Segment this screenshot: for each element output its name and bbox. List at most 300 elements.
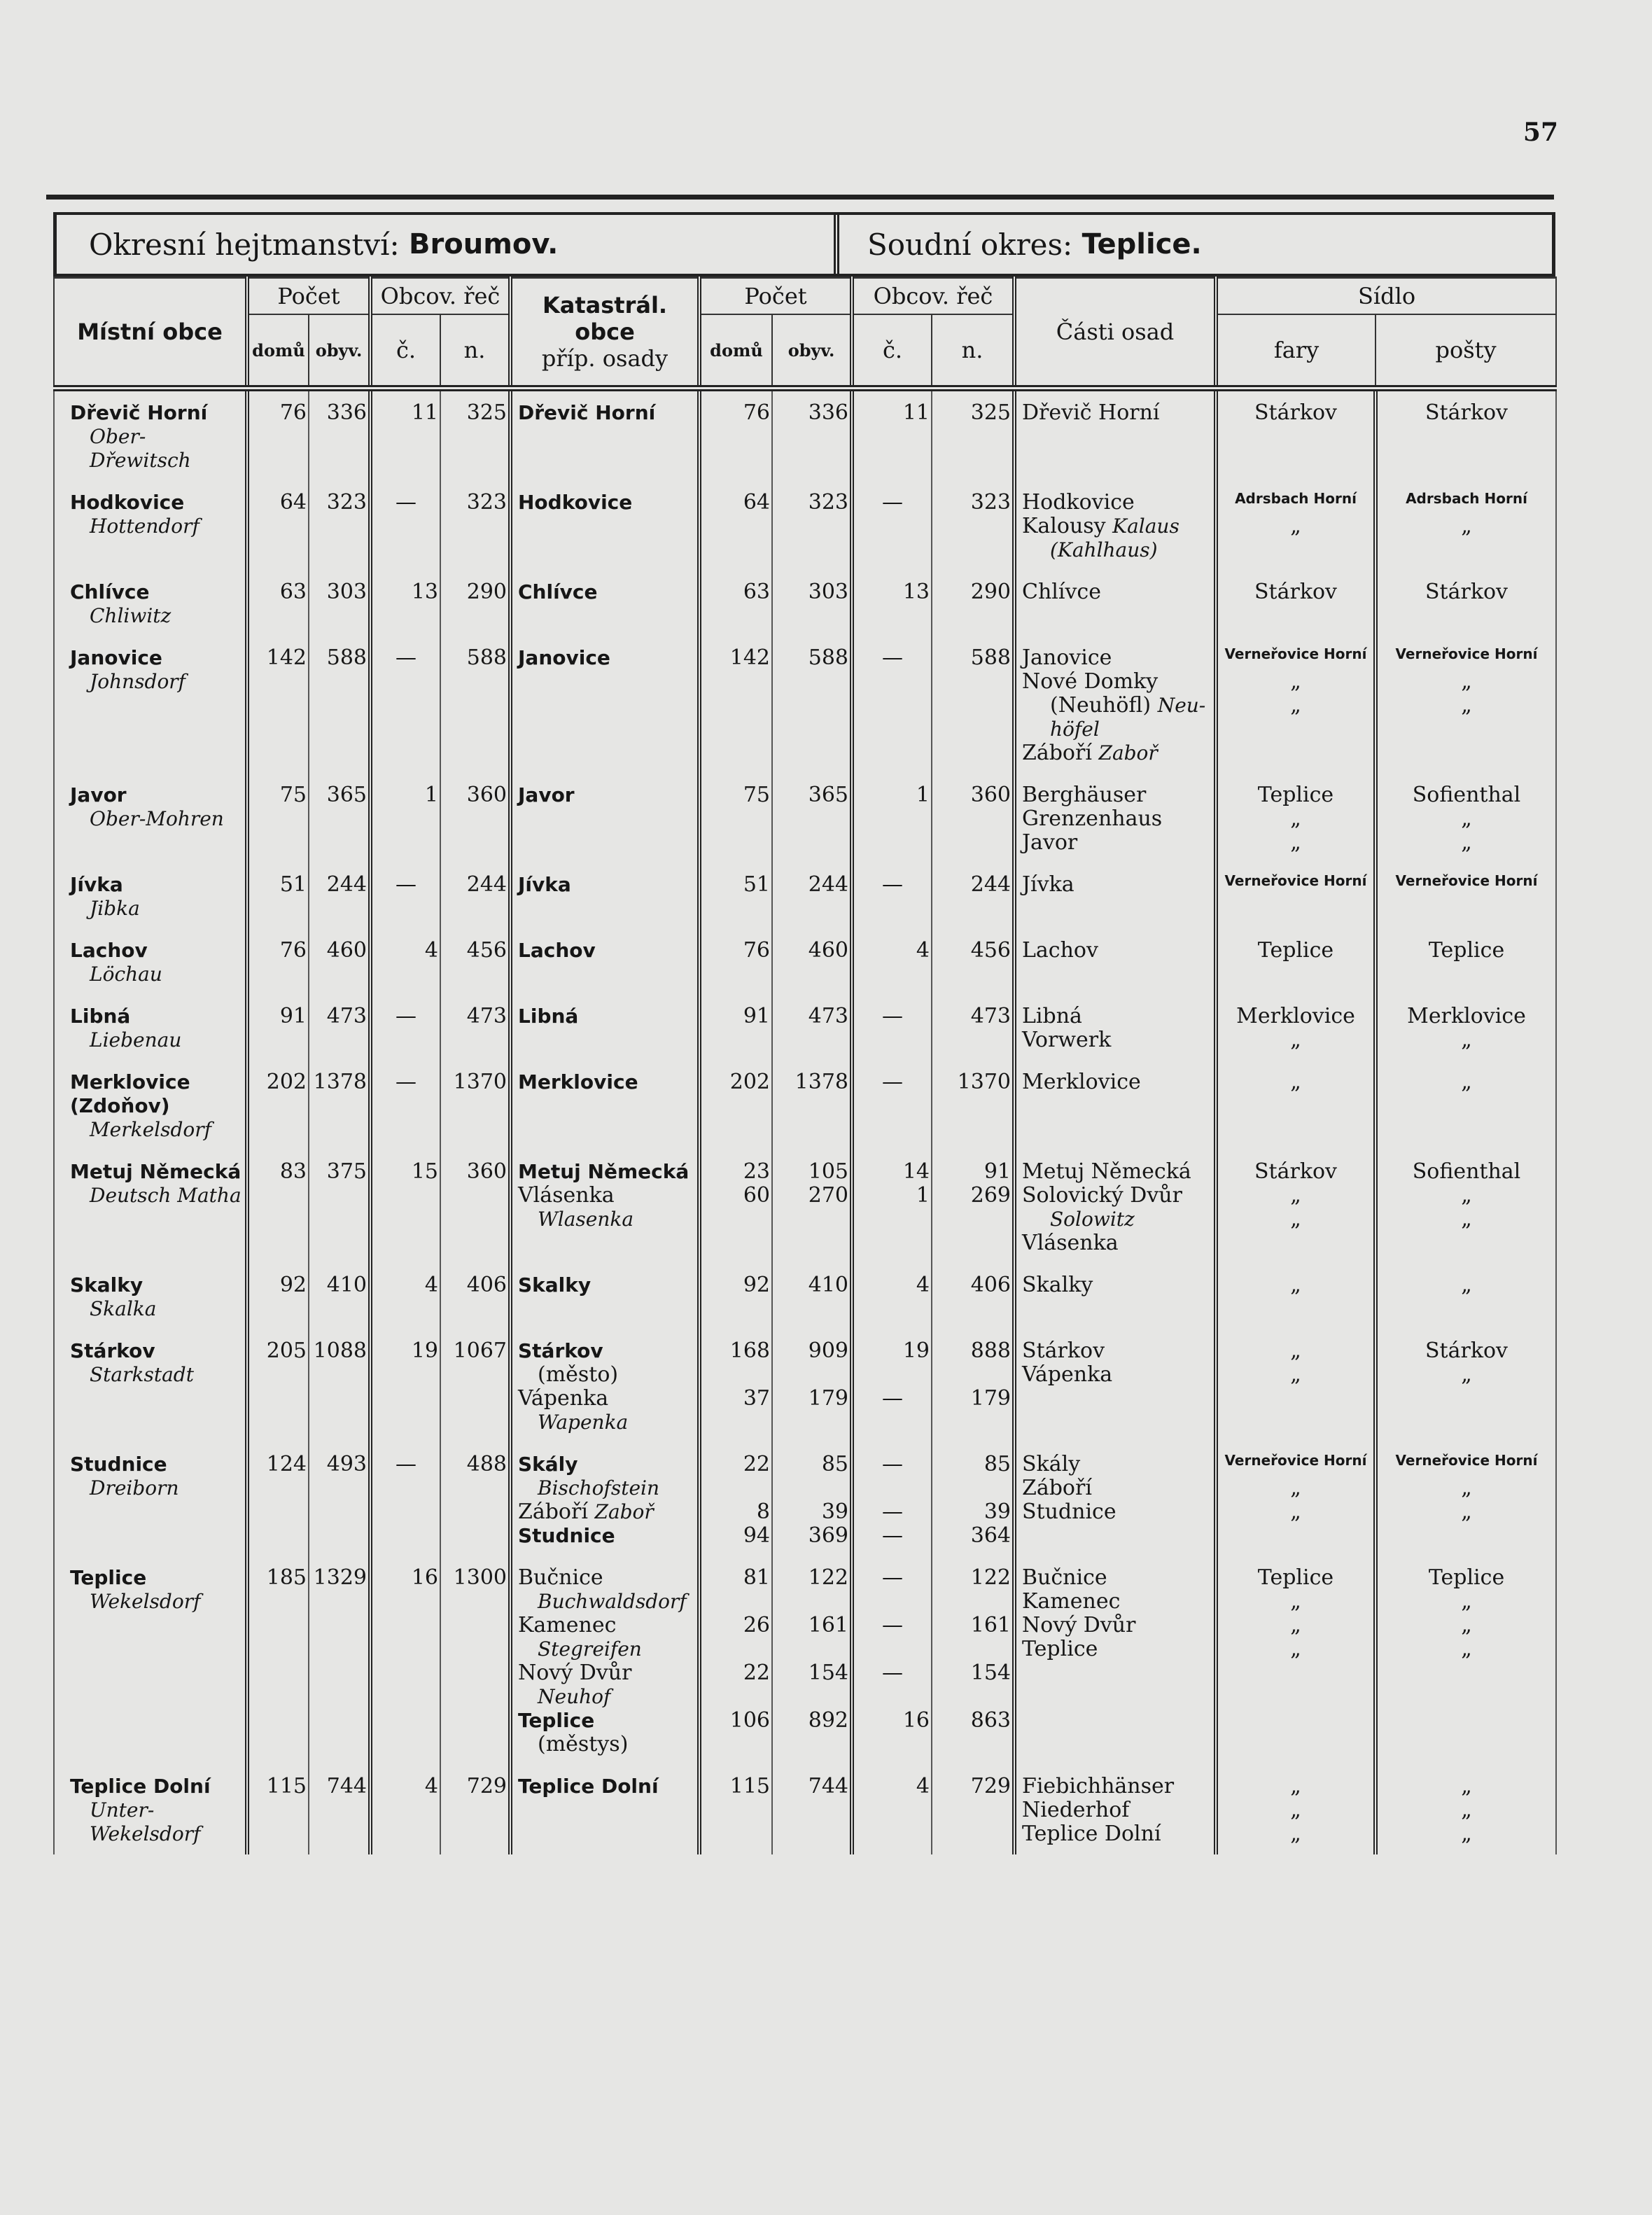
- cast-name: Dřevič Horní: [1022, 400, 1160, 425]
- cell-posty: [1376, 571, 1556, 636]
- cell-n: [440, 481, 510, 571]
- cell-kat-domu: [699, 863, 772, 929]
- cell-kat-n: [932, 1061, 1014, 1150]
- kat-value-domu: 8: [756, 1500, 770, 1524]
- cell-n: [440, 1329, 510, 1443]
- cell-katastral: [510, 1150, 699, 1264]
- sidlo-fary: „: [1290, 1070, 1301, 1094]
- cell-obec: [54, 1061, 247, 1150]
- katastral-name: Skály: [518, 1453, 578, 1476]
- kat-value-n: 406: [970, 1273, 1011, 1297]
- katastral-german-name: Buchwaldsdorf: [538, 1590, 687, 1613]
- sidlo-posty: Stárkov: [1424, 1339, 1508, 1363]
- cell-katastral: [510, 774, 699, 863]
- katastral-name: Nový Dvůr: [518, 1661, 632, 1685]
- value-domu: 51: [279, 872, 307, 897]
- value-obyv: 588: [326, 645, 367, 670]
- value-c: —: [396, 872, 416, 897]
- value-domu: 92: [279, 1273, 307, 1297]
- cast-osady: [1022, 1208, 1214, 1231]
- cast-name: Berghäuser: [1022, 783, 1147, 807]
- cell-katastral: [510, 481, 699, 571]
- katastral-line: [518, 491, 697, 515]
- kat-value-n: 456: [970, 938, 1011, 963]
- obec-german-name: Löchau: [90, 963, 162, 986]
- cast-osady: [1022, 939, 1214, 963]
- value-c: 19: [411, 1339, 438, 1363]
- sidlo-fary: „: [1290, 1637, 1301, 1661]
- obec-name: Libná: [70, 1005, 131, 1028]
- spacer: [701, 1476, 770, 1500]
- sidlo-fary: Verneřovice Horní: [1224, 645, 1367, 662]
- col-katastral-line2: příp. osady: [541, 345, 668, 372]
- cell-kat-c: [852, 571, 932, 636]
- cell-fary: [1216, 1765, 1376, 1854]
- cell-casti-osad: [1014, 1443, 1216, 1556]
- kat-value-obyv: 1378: [794, 1070, 848, 1094]
- cast-name: Libná: [1022, 1004, 1082, 1028]
- cell-kat-domu: [699, 1443, 772, 1556]
- katastral-line: [518, 1184, 697, 1208]
- col-c-2: č.: [852, 314, 932, 389]
- kat-value-n: 91: [983, 1159, 1011, 1184]
- value-n: 456: [466, 938, 507, 963]
- cast-osady: [1022, 1184, 1214, 1208]
- obec-extra: (Zdoňov): [70, 1094, 170, 1117]
- kat-value-c: —: [882, 1523, 903, 1548]
- cell-obyv: [309, 571, 370, 636]
- cell-obec: [54, 1150, 247, 1264]
- value-n: 729: [466, 1774, 507, 1798]
- col-obcov-rec-2: Obcov. řeč: [852, 278, 1014, 315]
- value-n: 325: [466, 400, 507, 425]
- cast-osady: [1022, 538, 1214, 562]
- sidlo-fary: „: [1290, 1774, 1301, 1798]
- spacer: [932, 1590, 1011, 1614]
- cell-obyv: [309, 1765, 370, 1854]
- cell-c: [370, 1765, 440, 1854]
- cell-kat-n: [932, 774, 1014, 863]
- value-obyv: 744: [326, 1774, 367, 1798]
- kat-value-obyv: 473: [808, 1004, 848, 1028]
- cell-obec: [54, 571, 247, 636]
- cast-osady: [1022, 646, 1214, 670]
- value-n: 473: [466, 1004, 507, 1028]
- col-katastral: [510, 278, 699, 389]
- cell-kat-c: [852, 1329, 932, 1443]
- district-label: Okresní hejtmanství:: [89, 227, 400, 262]
- cell-domu: [247, 1150, 309, 1264]
- cell-katastral: [510, 1329, 699, 1443]
- kat-value-domu: 92: [743, 1273, 770, 1297]
- kat-value-obyv: 179: [808, 1386, 848, 1411]
- court-label: Soudní okres:: [867, 227, 1073, 262]
- cast-name: Skály: [1022, 1452, 1081, 1476]
- katastral-line: [518, 1709, 697, 1733]
- cast-osady: [1022, 783, 1214, 807]
- spacer: [932, 1733, 1011, 1756]
- obec-german-name: Jibka: [90, 897, 140, 920]
- cell-kat-n: [932, 1556, 1014, 1765]
- value-n: 360: [466, 783, 507, 807]
- obec-german-name: Johnsdorf: [90, 670, 186, 693]
- cell-fary: [1216, 929, 1376, 995]
- cell-kat-c: [852, 1556, 932, 1765]
- kat-value-obyv: 323: [808, 490, 848, 515]
- obec-name: Chlívce: [70, 580, 150, 603]
- kat-value-domu: 26: [743, 1613, 770, 1637]
- cell-n: [440, 995, 510, 1061]
- katastral-line: [518, 1005, 697, 1028]
- value-obyv: 473: [326, 1004, 367, 1028]
- cell-obyv: [309, 636, 370, 774]
- cell-kat-n: [932, 1329, 1014, 1443]
- kat-value-obyv: 122: [808, 1565, 848, 1590]
- cell-kat-c: [852, 929, 932, 995]
- cell-fary: [1216, 995, 1376, 1061]
- col-katastral-line1: Katastrál. obce: [542, 292, 668, 345]
- cast-osady: [1022, 1500, 1214, 1524]
- table-row: [54, 1329, 1556, 1443]
- kat-value-c: 16: [902, 1708, 930, 1733]
- value-n: 488: [466, 1452, 507, 1476]
- sidlo-fary: „: [1290, 1476, 1301, 1500]
- value-obyv: 410: [326, 1273, 367, 1297]
- kat-value-domu: 51: [743, 872, 770, 897]
- cell-kat-domu: [699, 481, 772, 571]
- value-c: 4: [424, 938, 438, 963]
- kat-value-obyv: 909: [808, 1339, 848, 1363]
- cell-obec: [54, 481, 247, 571]
- katastral-name: Záboří: [518, 1500, 588, 1524]
- kat-value-n: 360: [970, 783, 1011, 807]
- value-domu: 76: [279, 400, 307, 425]
- cell-kat-obyv: [772, 1329, 852, 1443]
- table-row: [54, 1765, 1556, 1854]
- cast-name: Chlívce: [1022, 580, 1101, 604]
- katastral-line: [518, 646, 697, 670]
- value-obyv: 1378: [313, 1070, 367, 1094]
- sidlo-fary: „: [1290, 1207, 1301, 1231]
- kat-value-n: 863: [970, 1708, 1011, 1733]
- value-obyv: 336: [326, 400, 367, 425]
- cell-c: [370, 1061, 440, 1150]
- cell-fary: [1216, 636, 1376, 774]
- katastral-german-name: Bischofstein: [538, 1476, 660, 1500]
- cell-kat-domu: [699, 1264, 772, 1329]
- col-obcov-rec: Obcov. řeč: [370, 278, 510, 315]
- spacer: [854, 1590, 931, 1614]
- cell-obec: [54, 774, 247, 863]
- cell-fary: [1216, 1061, 1376, 1150]
- table-row: [54, 1556, 1556, 1765]
- cell-obyv: [309, 774, 370, 863]
- cast-osady: [1022, 807, 1214, 831]
- value-domu: 185: [266, 1565, 307, 1590]
- kat-value-n: 122: [970, 1565, 1011, 1590]
- katastral-german-name: Zaboř: [594, 1500, 654, 1523]
- kat-value-domu: 115: [729, 1774, 770, 1798]
- cell-kat-n: [932, 863, 1014, 929]
- value-domu: 75: [279, 783, 307, 807]
- cast-osady: [1022, 1273, 1214, 1297]
- cast-name: (Neuhöfl): [1050, 693, 1152, 718]
- cell-kat-obyv: [772, 571, 852, 636]
- cell-kat-obyv: [772, 863, 852, 929]
- cell-kat-obyv: [772, 1150, 852, 1264]
- kat-value-obyv: 85: [821, 1452, 848, 1476]
- cell-casti-osad: [1014, 995, 1216, 1061]
- value-c: —: [396, 490, 416, 515]
- cast-name: Vlásenka: [1022, 1231, 1119, 1255]
- katastral-name: Dřevič Horní: [518, 401, 656, 424]
- kat-value-n: 85: [983, 1452, 1011, 1476]
- kat-value-obyv: 336: [808, 400, 848, 425]
- cell-c: [370, 929, 440, 995]
- katastral-name: Libná: [518, 1005, 579, 1028]
- cast-name: Vorwerk: [1022, 1028, 1112, 1052]
- cell-c: [370, 1443, 440, 1556]
- cell-katastral: [510, 1264, 699, 1329]
- kat-value-obyv: 270: [808, 1183, 848, 1208]
- cell-kat-obyv: [772, 929, 852, 995]
- kat-value-domu: 94: [743, 1523, 770, 1548]
- cell-kat-domu: [699, 1329, 772, 1443]
- cell-katastral: [510, 995, 699, 1061]
- obec-german-name: Ober-Mohren: [90, 807, 224, 830]
- cell-obyv: [309, 1329, 370, 1443]
- kat-value-n: 323: [970, 490, 1011, 515]
- cell-kat-obyv: [772, 774, 852, 863]
- katastral-name: Metuj Německá: [518, 1160, 690, 1183]
- cell-kat-obyv: [772, 636, 852, 774]
- cell-obec: [54, 995, 247, 1061]
- cell-fary: [1216, 1264, 1376, 1329]
- cell-posty: [1376, 863, 1556, 929]
- cell-n: [440, 1150, 510, 1264]
- cast-osady: [1022, 831, 1214, 855]
- cell-fary: [1216, 1443, 1376, 1556]
- spacer: [701, 1637, 770, 1661]
- katastral-name: Bučnice: [518, 1565, 603, 1590]
- obec-german-name: Skalka: [90, 1297, 157, 1320]
- table-row: [54, 1150, 1556, 1264]
- cell-domu: [247, 481, 309, 571]
- cell-domu: [247, 389, 309, 482]
- cell-obyv: [309, 863, 370, 929]
- cast-german-name: Kalaus: [1112, 515, 1180, 538]
- cell-katastral: [510, 929, 699, 995]
- cast-osady: [1022, 1231, 1214, 1255]
- cell-kat-domu: [699, 1556, 772, 1765]
- kat-value-c: —: [882, 1500, 903, 1524]
- obec-name: Hodkovice: [70, 491, 185, 514]
- cell-casti-osad: [1014, 929, 1216, 995]
- cell-domu: [247, 1556, 309, 1765]
- value-n: 290: [466, 580, 507, 604]
- spacer: [773, 1363, 848, 1387]
- sidlo-fary: Stárkov: [1254, 400, 1338, 425]
- value-domu: 91: [279, 1004, 307, 1028]
- katastral-line: [518, 783, 697, 807]
- cell-n: [440, 1264, 510, 1329]
- cell-obyv: [309, 1150, 370, 1264]
- cell-c: [370, 1556, 440, 1765]
- cell-fary: [1216, 863, 1376, 929]
- kat-value-c: 13: [902, 580, 930, 604]
- cast-name: Bučnice: [1022, 1565, 1107, 1590]
- table-row: [54, 389, 1556, 482]
- cell-kat-obyv: [772, 995, 852, 1061]
- sidlo-posty: „: [1461, 1070, 1472, 1094]
- cell-casti-osad: [1014, 774, 1216, 863]
- cast-osady: [1022, 401, 1214, 425]
- value-n: 1067: [453, 1339, 507, 1363]
- cell-c: [370, 636, 440, 774]
- table-body: [54, 389, 1556, 1855]
- kat-value-domu: 75: [743, 783, 770, 807]
- cell-fary: [1216, 774, 1376, 863]
- sidlo-posty: „: [1461, 1028, 1472, 1052]
- value-obyv: 1329: [313, 1565, 367, 1590]
- sidlo-posty: Sofienthal: [1412, 783, 1521, 807]
- cell-kat-domu: [699, 929, 772, 995]
- cell-kat-n: [932, 571, 1014, 636]
- cell-obyv: [309, 389, 370, 482]
- spacer: [854, 1685, 931, 1709]
- cell-c: [370, 1329, 440, 1443]
- col-casti-osad: Části osad: [1014, 278, 1216, 389]
- value-n: 1370: [453, 1070, 507, 1094]
- col-n: n.: [440, 314, 510, 389]
- value-obyv: 365: [326, 783, 367, 807]
- court-title: [839, 215, 1202, 274]
- table-header: [54, 278, 1556, 389]
- obec-name: Dřevič Horní: [70, 401, 208, 424]
- cell-posty: [1376, 1150, 1556, 1264]
- cell-fary: [1216, 1556, 1376, 1765]
- table-row: [54, 1264, 1556, 1329]
- sidlo-fary: Teplice: [1257, 1565, 1334, 1590]
- value-c: 4: [424, 1774, 438, 1798]
- cell-kat-n: [932, 481, 1014, 571]
- cast-osady: [1022, 1822, 1214, 1846]
- kat-value-domu: 23: [743, 1159, 770, 1184]
- kat-value-domu: 168: [729, 1339, 770, 1363]
- kat-value-domu: 37: [743, 1386, 770, 1411]
- katastral-name: Hodkovice: [518, 491, 633, 514]
- col-obyv-2: obyv.: [772, 314, 852, 389]
- cast-osady: [1022, 1566, 1214, 1590]
- kat-value-domu: 63: [743, 580, 770, 604]
- kat-value-n: 1370: [957, 1070, 1011, 1094]
- cast-german-name: Neu-: [1157, 694, 1206, 717]
- sidlo-fary: „: [1290, 830, 1301, 855]
- cell-obyv: [309, 1556, 370, 1765]
- value-n: 360: [466, 1159, 507, 1184]
- kat-value-n: 39: [983, 1500, 1011, 1524]
- cell-posty: [1376, 1329, 1556, 1443]
- obec-name: Teplice: [70, 1566, 147, 1589]
- sidlo-fary: „: [1290, 806, 1301, 831]
- katastral-name: Lachov: [518, 939, 596, 962]
- cell-casti-osad: [1014, 1765, 1216, 1854]
- sidlo-fary: „: [1290, 1613, 1301, 1637]
- katastral-name: Janovice: [518, 646, 610, 669]
- sidlo-fary: Adrsbach Horní: [1235, 490, 1357, 507]
- obec-german-name: Unter-Wekelsdorf: [90, 1798, 201, 1845]
- cell-kat-c: [852, 995, 932, 1061]
- sidlo-fary: „: [1290, 1500, 1301, 1524]
- cell-c: [370, 1150, 440, 1264]
- kat-value-c: 4: [916, 1774, 930, 1798]
- cell-domu: [247, 863, 309, 929]
- katastral-name: Teplice: [518, 1709, 595, 1732]
- cell-obec: [54, 863, 247, 929]
- sidlo-fary: „: [1290, 1183, 1301, 1208]
- obec-name: Janovice: [70, 646, 162, 669]
- katastral-german-name: Stegreifen: [538, 1637, 642, 1661]
- cell-kat-domu: [699, 1765, 772, 1854]
- cell-kat-obyv: [772, 1264, 852, 1329]
- kat-value-domu: 60: [743, 1183, 770, 1208]
- sidlo-fary: Stárkov: [1254, 1159, 1338, 1184]
- kat-value-n: 729: [970, 1774, 1011, 1798]
- obec-german-name: Hottendorf: [90, 515, 200, 538]
- spacer: [932, 1411, 1011, 1434]
- katastral-line: [518, 1453, 697, 1476]
- sidlo-posty: Verneřovice Horní: [1395, 645, 1538, 662]
- cell-kat-domu: [699, 636, 772, 774]
- cell-kat-c: [852, 636, 932, 774]
- table-row: [54, 481, 1556, 571]
- value-domu: 115: [266, 1774, 307, 1798]
- cell-n: [440, 1556, 510, 1765]
- cell-obec: [54, 1765, 247, 1854]
- katastral-name: Merklovice: [518, 1070, 638, 1093]
- value-c: —: [396, 1070, 416, 1094]
- cell-obyv: [309, 929, 370, 995]
- spacer: [854, 1733, 931, 1756]
- kat-value-obyv: 588: [808, 645, 848, 670]
- katastral-line: [518, 1160, 697, 1184]
- table-row: [54, 636, 1556, 774]
- cell-domu: [247, 774, 309, 863]
- value-domu: 63: [279, 580, 307, 604]
- obec-name: Merklovice: [70, 1070, 190, 1093]
- cell-c: [370, 995, 440, 1061]
- cast-name: Stárkov: [1022, 1339, 1105, 1363]
- cell-n: [440, 863, 510, 929]
- kat-value-n: 269: [970, 1183, 1011, 1208]
- cell-katastral: [510, 636, 699, 774]
- kat-value-c: —: [882, 1613, 903, 1637]
- cell-posty: [1376, 636, 1556, 774]
- cell-c: [370, 863, 440, 929]
- col-posty: pošty: [1376, 314, 1556, 389]
- cast-name: Grenzenhaus: [1022, 806, 1163, 831]
- cast-osady: [1022, 1160, 1214, 1184]
- spacer: [1378, 888, 1555, 897]
- sidlo-posty: „: [1461, 693, 1472, 718]
- cell-obyv: [309, 481, 370, 571]
- kat-value-obyv: 369: [808, 1523, 848, 1548]
- katastral-line: [518, 939, 697, 963]
- katastral-line: [518, 1614, 697, 1637]
- cell-domu: [247, 1443, 309, 1556]
- cell-kat-c: [852, 774, 932, 863]
- cell-obec: [54, 1329, 247, 1443]
